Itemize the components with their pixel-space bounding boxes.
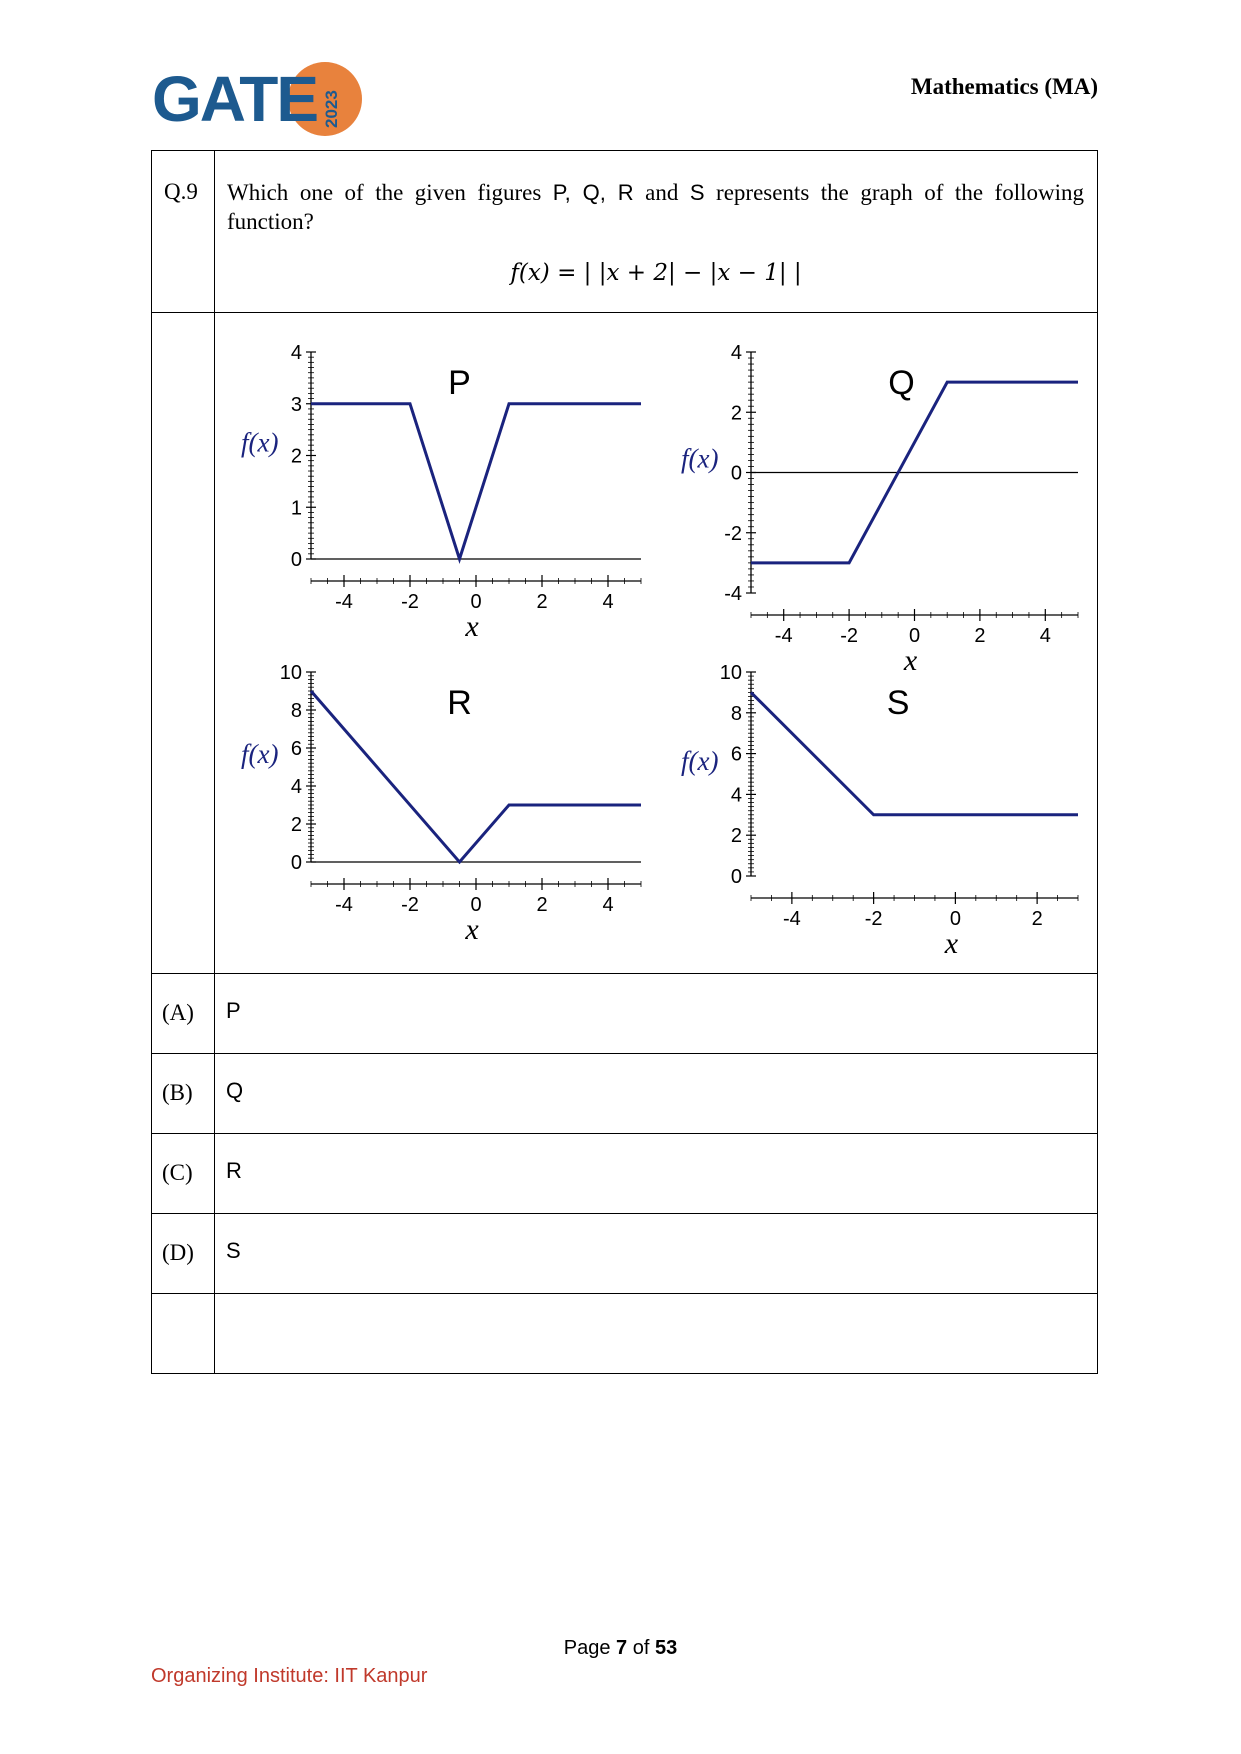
y-tick-label: 4 (290, 342, 302, 364)
y-tick-label: 2 (730, 825, 742, 848)
option-row-a[interactable] (152, 974, 1098, 1054)
y-tick-label: -4 (724, 583, 742, 605)
subject-title: Mathematics (MA) (910, 74, 1098, 99)
x-tick-label: -4 (335, 894, 353, 916)
function-formula: f(x) = | |x + 2| − |x − 1| | (510, 260, 802, 286)
page-of: of (627, 1637, 655, 1659)
page-number (0, 1637, 1241, 1660)
question-text-part: represents the graph of the following function? (227, 180, 1084, 234)
graph-title: Q (888, 364, 915, 402)
question-table (151, 150, 1098, 1374)
graph-p (241, 342, 641, 643)
y-tick-label: 6 (290, 738, 302, 760)
x-tick-label: 0 (470, 591, 482, 613)
gate-logo (152, 58, 362, 140)
y-axis-label: f(x) (241, 739, 279, 770)
question-text-part: Which one of the given figures (227, 180, 553, 205)
graphs-svg (216, 314, 1100, 972)
option-letter: (A) (152, 974, 215, 1054)
question-text-part: and (633, 180, 690, 205)
y-tick-label: -2 (724, 522, 742, 545)
y-tick-label: 3 (290, 393, 302, 416)
page-current: 7 (616, 1637, 628, 1659)
x-tick-label: 4 (1039, 625, 1051, 647)
y-tick-label: 6 (730, 743, 742, 766)
x-tick-label: 4 (602, 591, 614, 613)
x-tick-label: -2 (401, 591, 419, 613)
y-tick-label: 0 (290, 549, 302, 571)
y-axis-label: f(x) (681, 745, 719, 776)
question-figure-labels: P, Q, R (552, 180, 634, 205)
x-tick-label: 2 (536, 894, 548, 916)
y-tick-label: 0 (730, 866, 742, 888)
logo-text: GATE (152, 63, 318, 135)
option-row-c[interactable] (152, 1134, 1098, 1214)
option-value[interactable]: Q (215, 1054, 1098, 1134)
y-tick-label: 8 (290, 700, 302, 722)
option-value[interactable]: S (215, 1214, 1098, 1294)
option-row-b[interactable] (152, 1054, 1098, 1134)
graph-s (681, 662, 1078, 960)
organizer-text: Organizing Institute: IIT Kanpur (151, 1665, 428, 1687)
y-tick-label: 2 (290, 445, 302, 468)
x-tick-label: -4 (774, 625, 793, 647)
graph-curve-r (311, 691, 641, 862)
y-tick-label: 8 (730, 702, 742, 725)
graph-q (681, 342, 1078, 677)
option-value[interactable]: P (215, 974, 1098, 1054)
y-tick-label: 10 (279, 662, 302, 684)
x-tick-label: -4 (335, 591, 353, 613)
option-value[interactable]: R (215, 1134, 1098, 1214)
x-tick-label: -2 (401, 894, 419, 916)
x-tick-label: 4 (602, 894, 614, 916)
question-body (215, 151, 1098, 313)
logo-year: 2023 (322, 90, 341, 128)
x-tick-label: 2 (974, 625, 986, 647)
y-tick-label: 0 (730, 462, 742, 485)
y-tick-label: 0 (290, 852, 302, 874)
question-text (216, 152, 1096, 236)
option-letter: (B) (152, 1054, 215, 1134)
x-axis-label: x (465, 610, 479, 643)
graph-r (241, 662, 641, 946)
x-tick-label: -2 (864, 908, 883, 930)
x-tick-label: 2 (1031, 908, 1043, 930)
figures-row (152, 313, 1098, 974)
option-letter: (C) (152, 1134, 215, 1214)
graph-title: S (886, 684, 910, 722)
empty-cell (152, 1294, 215, 1374)
y-axis-label: f(x) (681, 443, 719, 474)
y-tick-label: 4 (730, 342, 742, 364)
option-row-d[interactable] (152, 1214, 1098, 1294)
x-axis-label: x (903, 644, 918, 677)
y-tick-label: 2 (290, 814, 302, 836)
graph-curve-s (751, 692, 1078, 814)
graph-title: P (448, 364, 471, 402)
y-tick-label: 4 (290, 776, 302, 798)
figures-cell (215, 313, 1098, 974)
x-tick-label: -4 (782, 908, 801, 930)
x-axis-label: x (944, 927, 959, 960)
page-prefix: Page (563, 1637, 617, 1659)
x-tick-label: 0 (908, 625, 921, 647)
graph-title: R (447, 684, 472, 722)
x-tick-label: 0 (470, 894, 482, 916)
graph-curve-p (311, 404, 641, 559)
x-tick-label: -2 (840, 625, 858, 647)
y-tick-label: 10 (719, 662, 742, 684)
y-tick-label: 2 (730, 402, 742, 425)
empty-row (152, 1294, 1098, 1374)
x-tick-label: 2 (536, 591, 548, 613)
y-tick-label: 1 (290, 497, 302, 520)
empty-cell (215, 1294, 1098, 1374)
question-figure-last: S (689, 180, 705, 205)
question-row (152, 151, 1098, 313)
x-axis-label: x (465, 913, 479, 946)
question-number: Q.9 (152, 151, 215, 313)
figures-left-cell (152, 313, 215, 974)
option-letter: (D) (152, 1214, 215, 1294)
y-tick-label: 4 (730, 784, 742, 807)
x-tick-label: 0 (949, 908, 961, 930)
y-axis-label: f(x) (241, 427, 279, 458)
page-total: 53 (654, 1637, 678, 1659)
